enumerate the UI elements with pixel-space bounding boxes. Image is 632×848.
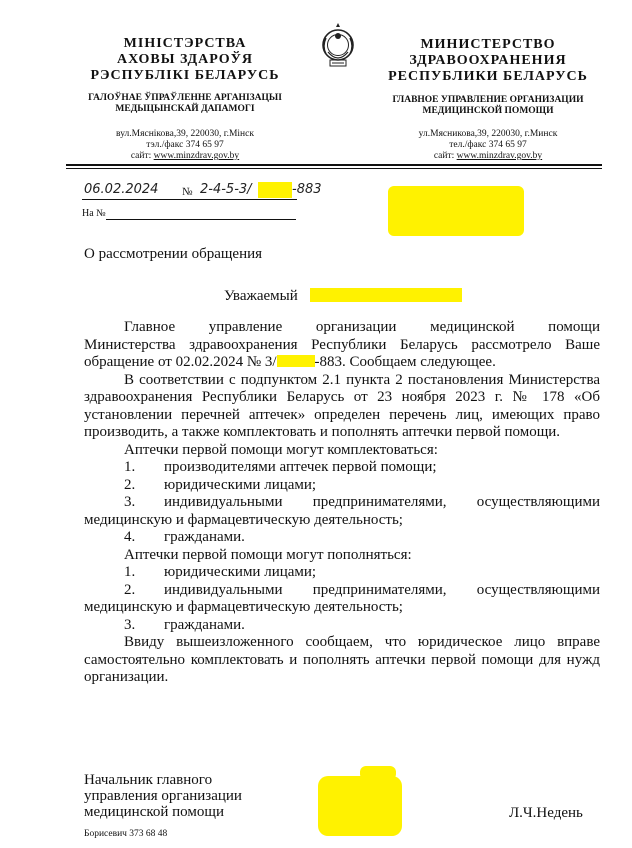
p1-rest: Министерства здравоохранения Республики Беларусь рассмотрело Ваше обращение от 02.02.2024 № 3/ -883. Сообщаем следующее. [84,336,600,370]
right-title-line-1: МИНИСТЕРСТВО [420,37,556,52]
conclusion: Ввиду вышеизложенного сообщаем, что юридическое лицо вправе самостоятельно комплектовать и пополнять аптечки первой помощи для нужд организации. [84,634,600,685]
registration-number-start: 2-4-5-3/ [200,182,252,197]
right-dept-line-1: ГЛАВНОЕ УПРАВЛЕНИЕ ОРГАНИЗАЦИИ [392,95,584,105]
list1-item-4: 4. гражданами. [124,529,245,545]
left-site-link[interactable]: www.minzdrav.gov.by [153,151,240,161]
list1-heading: Аптечки первой помощи могут комплектоваться: [124,441,438,458]
state-emblem-icon [316,22,360,70]
salutation-name-redaction [310,288,462,302]
left-title-line-2: АХОВЫ ЗДАРОЎЯ [116,52,253,67]
signatory-name: Л.Ч.Недень [509,805,583,821]
left-address: вул.Мяснікова,39, 220030, г.Мінск [116,129,254,139]
header-rule-thick [66,164,602,166]
redaction-mark [258,182,292,198]
p2: В соответствии с подпунктом 2.1 пункта 2 постановления Министерства здравоохранения Республики Беларусь от 23 ноября 2023 г. № 178 «Об установлении перечней аптечек» определен перечень лиц, имеющих право производить, а также комплектовать и пополнять аптечки первой помощи. [84,371,600,440]
reference-row [82,206,302,222]
salutation-word: Уважаемый [224,288,298,304]
list2-item-2: 2. индивидуальными предпринимателями, осуществляющими медицинскую и фармацевтическую деятельность; [84,581,600,615]
recipient-redaction [388,186,524,236]
number-redaction [277,355,315,367]
left-title-line-1: МІНІСТЭРСТВА [123,36,247,51]
right-dept-line-2: МЕДИЦИНСКОЙ ПОМОЩИ [422,106,554,116]
left-title-line-3: РЭСПУБЛІКІ БЕЛАРУСЬ [90,68,280,83]
header-rule-thin [66,168,602,169]
left-site [85,151,285,162]
p1-first-line: Главное управление организации медицинской помощи [124,319,600,335]
left-site-label: сайт: [130,151,152,161]
left-header [85,36,285,162]
right-site-link[interactable]: www.minzdrav.gov.by [456,151,543,161]
right-site-label: сайт: [433,151,455,161]
list1-item-1: 1. производителями аптечек первой помощи; [124,459,437,475]
list2-item-1: 1. юридическими лицами; [124,564,317,580]
subject-line: О рассмотрении обращения [84,246,263,262]
right-address: ул.Мясникова,39, 220030, г.Минск [418,129,558,139]
left-dept-line-1: ГАЛОЎНАЕ ЎПРАЎЛЕННЕ АРГАНІЗАЦЫІ [88,93,282,103]
reference-label: На № [82,208,106,219]
list1-item-2: 2. юридическими лицами; [124,476,317,493]
right-header [383,37,593,162]
registration-date: 06.02.2024 [84,182,159,197]
registration-underline [82,199,297,200]
list1-item-3: 3. индивидуальными предпринимателями, осуществляющими медицинскую и фармацевтическую деятельность; [84,494,600,528]
registration-row [82,180,342,204]
right-title-line-3: РЕСПУБЛИКИ БЕЛАРУСЬ [388,69,588,84]
letter-body [84,319,600,687]
reference-underline [106,219,296,220]
right-site [383,151,593,162]
list2-heading: Аптечки первой помощи могут пополняться: [124,546,412,563]
left-dept-line-2: МЕДЫЦЫНСКАЙ ДАПАМОГІ [115,104,255,114]
salutation [224,288,298,306]
signatory-position: Начальник главного управления организации медицинской помощи [84,772,242,820]
signature-redaction-top [360,766,396,780]
right-phone: тел./факс 374 65 97 [449,140,527,150]
registration-no-label: № [182,186,193,198]
footer-contact: Борисевич 373 68 48 [84,829,168,839]
left-phone: тэл./факс 374 65 97 [146,140,224,150]
right-title-line-2: ЗДРАВООХРАНЕНИЯ [409,53,567,68]
registration-number-end: -883 [292,182,322,197]
signature-redaction [318,776,402,836]
list2-item-3: 3. гражданами. [124,616,245,633]
